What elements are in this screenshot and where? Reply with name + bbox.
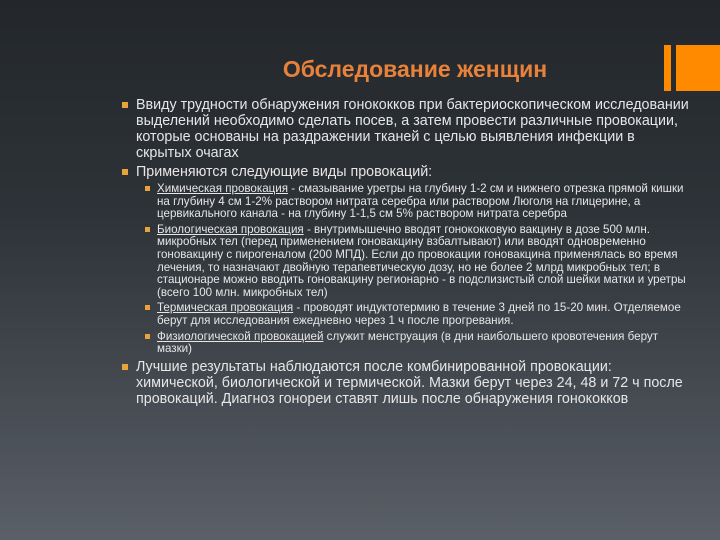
bullet-icon: [122, 169, 128, 175]
bullet-paragraph: [122, 359, 692, 407]
term: Биологическая провокация: [157, 222, 304, 236]
bullet-icon: [145, 227, 150, 232]
sub-bullet-text: - смазывание уретры на глубину 1-2 см и нижнего отрезка прямой кишки на глубину 4 см 1-2% раствором нитрата серебра или раствором Люголя на глицерине, а цервикального канала - на глубину 1-1,5 см 5% раствором нитрата серебра: [157, 182, 684, 221]
bullet-icon: [145, 334, 150, 339]
bullet-icon: [122, 102, 128, 108]
slide-body: [122, 97, 692, 410]
accent-bar-thick: [676, 45, 720, 91]
sub-bullet-text: - проводят индуктотермию в течение 3 дней по 15-20 мин. Отделяемое берут для исследования ежедневно через 1 ч после прогревания.: [157, 301, 681, 327]
sub-bullet: [122, 183, 692, 221]
bullet-text: Ввиду трудности обнаружения гонококков при бактериоскопическом исследовании выделений необходимо сделать посев, а затем провести различные провокации, которые основаны на раздражении тканей с целью выявления инфекции в скрытых очагах: [136, 97, 689, 161]
sub-bullet: [122, 302, 692, 327]
accent-bar-thin: [664, 45, 671, 91]
term: Химическая провокация: [157, 182, 289, 195]
term: Физиологической провокацией: [157, 329, 324, 343]
sub-bullet-text: - внутримышечно вводят гонококковую вакцину в дозе 500 млн. микробных тел (перед применением гоновакцину взбалтывают) или вводят одновременно гоновакцину с пирогеналом (200 МПД). Если до провокации гоновакцина применялась во время лечения, то назначают двойную терапевтическую дозу, но не более 2 млрд микробных тел; в стационаре можно вводить гоновакцину регионарно - в подслизистый слой шейки матки и уретры (всего 100 млн. микробных тел): [157, 222, 686, 299]
bullet-icon: [122, 364, 128, 370]
slide-title: Обследование женщин: [282, 56, 548, 82]
bullet-text: Лучшие результаты наблюдаются после комбинированной провокации: химической, биологической и термической. Мазки берут через 24, 48 и 72 ч после провокаций. Диагноз гонореи ставят лишь после обнаружения гонококков: [136, 358, 683, 407]
bullet-text: Применяются следующие виды провокаций:: [136, 164, 433, 180]
sub-bullet: [122, 331, 692, 356]
bullet-icon: [145, 186, 150, 191]
bullet-icon: [145, 305, 150, 310]
sub-bullet: [122, 224, 692, 300]
bullet-paragraph: [122, 164, 692, 180]
term: Термическая провокация: [157, 301, 294, 315]
sub-bullet-text: служит менструация (в дни наибольшего кровотечения берут мазки): [157, 329, 659, 356]
bullet-paragraph: [122, 97, 692, 161]
